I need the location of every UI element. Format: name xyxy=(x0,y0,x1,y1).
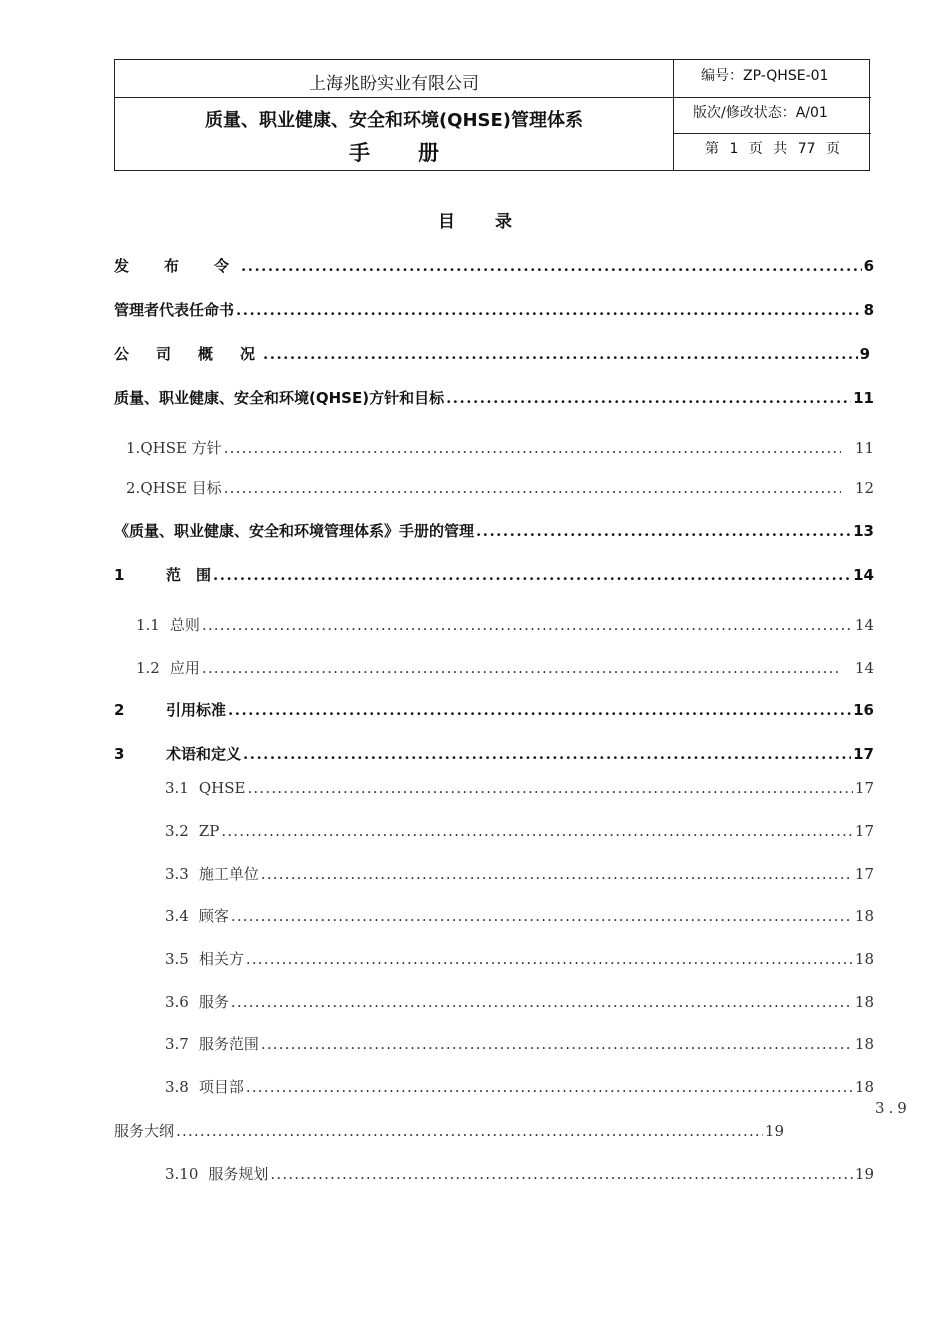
toc-entry-number: 2. xyxy=(126,479,141,497)
toc-entry[interactable] xyxy=(165,990,874,1014)
toc-entry-page: 6 xyxy=(863,257,874,275)
toc-leader xyxy=(202,613,853,637)
toc-entry-label: 服务大纲 xyxy=(114,1122,175,1140)
toc-entry-number: 3.8 xyxy=(165,1078,189,1096)
toc-entry-page: 17 xyxy=(853,745,874,763)
toc-entry-label: 《质量、职业健康、安全和环境管理体系》手册的管理 xyxy=(114,522,475,540)
toc-entry-number: 3.2 xyxy=(165,822,189,840)
toc-entry-page: 14 xyxy=(853,566,874,584)
toc-leader xyxy=(228,698,851,722)
document-code: 编号：ZP-QHSE-01 xyxy=(701,68,829,84)
toc-entry-number: 3.3 xyxy=(165,865,189,883)
toc-entry-number: 1.2 xyxy=(136,659,160,677)
toc-entry-label: QHSE xyxy=(198,779,246,797)
toc-leader xyxy=(243,742,851,766)
toc-entry-label: 相关方 xyxy=(198,950,244,968)
toc-entry-label: 引用标准 xyxy=(166,701,227,719)
toc-entry-number: 3.6 xyxy=(165,993,189,1011)
toc-entry-page: 16 xyxy=(853,701,874,719)
toc-entry-page: 17 xyxy=(854,779,874,797)
toc-title xyxy=(0,207,950,232)
toc-entry-number: 1. xyxy=(126,439,141,457)
toc-entry[interactable] xyxy=(114,298,874,322)
manual-subtitle xyxy=(115,137,673,167)
toc-title-char: 目 xyxy=(438,212,455,232)
toc-entry-label: 服务范围 xyxy=(198,1035,259,1053)
toc-entry-page: 8 xyxy=(863,301,874,319)
toc-leader xyxy=(231,904,853,928)
toc-entry[interactable] xyxy=(165,819,874,843)
page-info: 第 1 页 共 77 页 xyxy=(705,141,840,157)
toc-entry[interactable] xyxy=(165,947,874,971)
toc-entry-page: 19 xyxy=(764,1122,784,1140)
toc-entry-page: 14 xyxy=(854,616,874,634)
manual-title: 质量、职业健康、安全和环境(QHSE)管理体系 xyxy=(204,110,584,131)
toc-entry[interactable] xyxy=(114,742,874,766)
toc-leader xyxy=(261,862,853,886)
toc-entry[interactable] xyxy=(165,1162,874,1186)
toc-entry[interactable] xyxy=(126,436,874,460)
toc-entry[interactable] xyxy=(165,1075,874,1099)
table-divider xyxy=(115,97,673,98)
subtitle-char: 手 xyxy=(349,141,370,165)
toc-entry[interactable] xyxy=(165,1032,874,1056)
toc-entry-label: 施工单位 xyxy=(198,865,259,883)
version-status: 版次/修改状态：A/01 xyxy=(693,105,828,121)
toc-entry-label: 项目部 xyxy=(198,1078,244,1096)
toc-entry-page: 11 xyxy=(854,439,874,457)
toc-leader xyxy=(261,1032,853,1056)
toc-leader xyxy=(270,1162,852,1186)
toc-title-char: 录 xyxy=(495,212,512,232)
toc-entry-number: 3.10 xyxy=(165,1165,199,1183)
toc-entry-label: 总则 xyxy=(169,616,200,634)
toc-leader xyxy=(213,563,851,587)
toc-entry-label: 应用 xyxy=(169,659,200,677)
toc-entry-label: 服务 xyxy=(198,993,229,1011)
toc-leader xyxy=(246,1075,853,1099)
toc-entry-number: 1.1 xyxy=(136,616,160,634)
toc-entry-page: 18 xyxy=(854,993,874,1011)
toc-leader xyxy=(446,386,851,410)
toc-entry-label: QHSE 方针 xyxy=(140,439,222,457)
toc-entry-number: 2 xyxy=(114,701,125,719)
toc-leader xyxy=(476,519,851,543)
toc-entry[interactable] xyxy=(136,656,874,680)
toc-entry[interactable] xyxy=(165,776,874,800)
toc-entry-number: 3.9 xyxy=(875,1099,911,1117)
toc-entry-label: 顾客 xyxy=(198,907,229,925)
toc-entry-number: 3.7 xyxy=(165,1035,189,1053)
toc-entry-number: 3 xyxy=(114,745,125,763)
toc-entry[interactable] xyxy=(114,254,874,278)
toc-entry[interactable] xyxy=(114,386,874,410)
toc-entry-page: 11 xyxy=(853,389,874,407)
toc-entry-number: 1 xyxy=(114,566,125,584)
toc-entry-label: 质量、职业健康、安全和环境(QHSE)方针和目标 xyxy=(114,389,445,407)
toc-leader xyxy=(247,776,852,800)
toc-entry-label: ZP xyxy=(198,822,220,840)
toc-entry-label: 管理者代表任命书 xyxy=(114,301,235,319)
document-header-table xyxy=(114,59,870,171)
toc-entry-number: 3.4 xyxy=(165,907,189,925)
toc-entry-label: 术语和定义 xyxy=(166,745,242,763)
toc-entry-page: 18 xyxy=(854,1078,874,1096)
toc-leader xyxy=(202,656,841,680)
toc-entry-page: 18 xyxy=(854,907,874,925)
toc-entry-label: 范 围 xyxy=(166,566,212,584)
toc-entry-label: 服务规划 xyxy=(208,1165,269,1183)
toc-entry-page: 12 xyxy=(854,479,874,497)
toc-entry-label: QHSE 目标 xyxy=(140,479,222,497)
toc-entry-page: 13 xyxy=(853,522,874,540)
toc-entry-number: 3.5 xyxy=(165,950,189,968)
table-divider xyxy=(673,133,871,134)
subtitle-char: 册 xyxy=(418,141,439,165)
toc-entry[interactable] xyxy=(165,904,874,928)
toc-entry-number: 3.1 xyxy=(165,779,189,797)
toc-entry-page: 17 xyxy=(854,822,874,840)
table-divider xyxy=(673,60,674,170)
toc-leader xyxy=(224,476,841,500)
toc-entry[interactable] xyxy=(136,613,874,637)
toc-leader xyxy=(241,254,862,278)
toc-entry-page: 9 xyxy=(859,345,870,363)
toc-entry[interactable] xyxy=(114,342,870,366)
toc-entry[interactable] xyxy=(114,563,874,587)
toc-entry-page: 19 xyxy=(854,1165,874,1183)
toc-leader xyxy=(231,990,853,1014)
toc-entry-page: 18 xyxy=(854,1035,874,1053)
toc-leader xyxy=(236,298,862,322)
toc-entry-page: 14 xyxy=(854,659,874,677)
toc-entry-page: 17 xyxy=(854,865,874,883)
toc-leader xyxy=(221,819,853,843)
company-name: 上海兆盼实业有限公司 xyxy=(309,74,479,94)
toc-entry[interactable] xyxy=(126,476,874,500)
toc-entry[interactable] xyxy=(165,862,874,886)
table-divider xyxy=(673,97,871,98)
toc-leader xyxy=(263,342,858,366)
toc-entry-label: 发 布 令 xyxy=(114,257,240,275)
toc-leader xyxy=(246,947,853,971)
toc-entry-page: 18 xyxy=(854,950,874,968)
toc-entry[interactable] xyxy=(114,1119,784,1143)
toc-leader xyxy=(224,436,841,460)
toc-entry[interactable] xyxy=(114,519,874,543)
toc-entry[interactable] xyxy=(114,698,874,722)
toc-leader xyxy=(176,1119,763,1143)
toc-entry-label: 公 司 概 况 xyxy=(114,345,262,363)
